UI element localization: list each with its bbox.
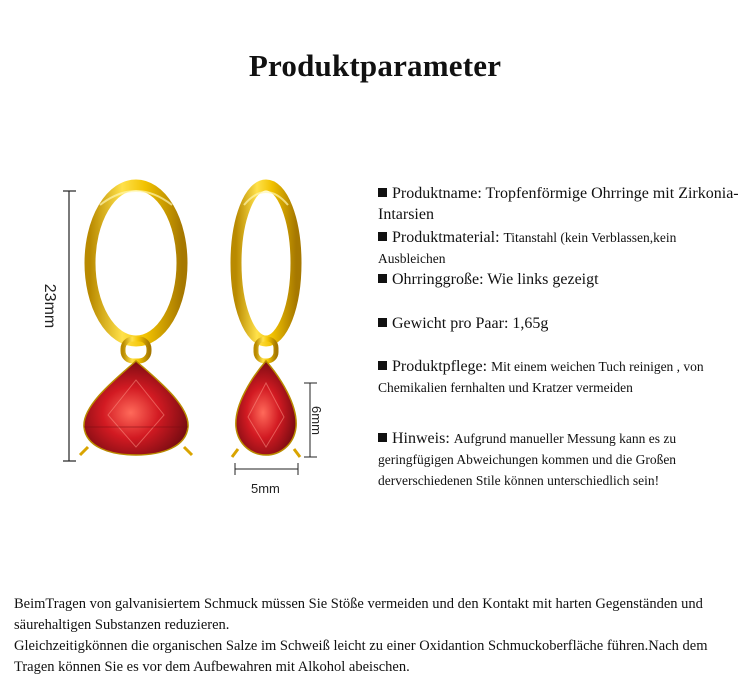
care-notice-line-1: BeimTragen von galvanisiertem Schmuck müssen Sie Stöße vermeiden und den Kontakt mit harten Gegenständen und säurehaltigen Substanzen reduzieren.	[14, 596, 703, 633]
bullet-icon	[378, 433, 387, 442]
drop-height-label: 6mm	[308, 406, 324, 435]
height-label: 23mm	[41, 283, 59, 329]
param-size: Ohrringgroße: Wie links gezeigt	[378, 269, 740, 290]
bullet-icon	[378, 188, 387, 197]
param-material: Produktmaterial: Titanstahl (kein Verblassen,kein Ausbleichen	[378, 229, 677, 266]
height-dimension	[63, 191, 76, 461]
bullet-icon	[378, 274, 387, 283]
bullet-icon	[378, 361, 387, 370]
care-notice-line-2: Gleichzeitigkönnen die organischen Salze im Schweiß leicht zu einer Oxidantion Schmuckoberfläche führen.Nach dem Tragen können Sie es vor dem Aufbewahren mit Alkohol abeischen.	[14, 638, 708, 675]
left-earring	[80, 185, 192, 455]
bullet-icon	[378, 318, 387, 327]
page-title: Produktparameter	[248, 48, 502, 83]
bullet-icon	[378, 232, 387, 241]
drop-width-label: 5mm	[251, 481, 280, 496]
param-name: Produktname: Tropfenförmige Ohrringe mit Zirkonia-Intarsien	[378, 185, 739, 223]
param-care: Produktpflege: Mit einem weichen Tuch reinigen , von Chemikalien fernhalten und Kratzer vermeiden	[378, 358, 704, 395]
param-note: Hinweis: Aufgrund manueller Messung kann es zu geringfügigen Abweichungen kommen und die Großen derverschiedenen Stile können unterschiedlich sein!	[378, 430, 677, 488]
earring-illustration	[30, 165, 360, 505]
drop-width-dimension	[235, 463, 298, 475]
param-weight: Gewicht pro Paar: 1,65g	[378, 313, 740, 334]
care-notice	[14, 594, 740, 678]
earring-figure	[30, 165, 360, 505]
right-earring	[232, 185, 300, 457]
